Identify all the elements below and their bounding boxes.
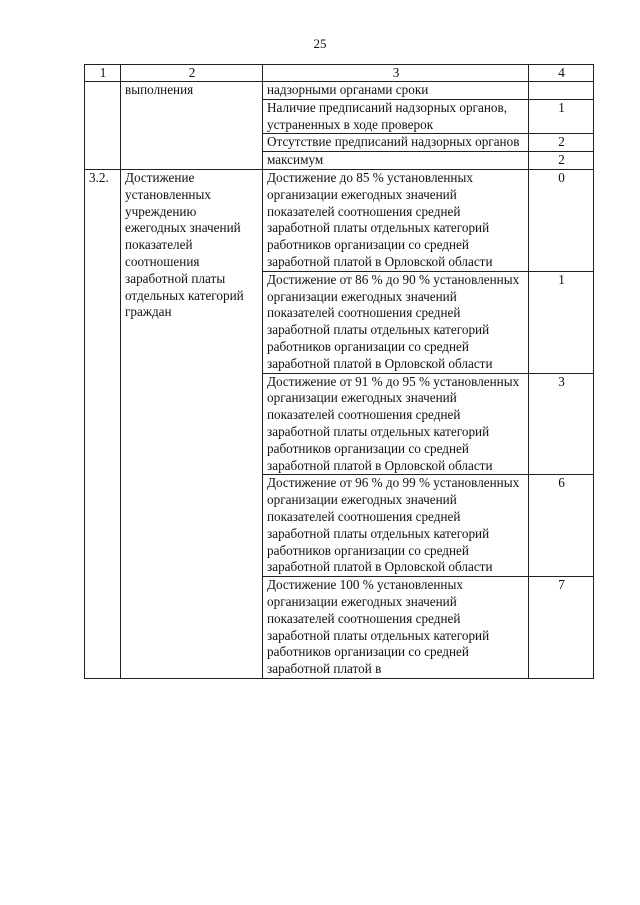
score-cell: 7 [529, 577, 594, 679]
indicator-cell: надзорными органами сроки [263, 82, 529, 100]
indicator-cell: Достижение 100 % установленных организации ежегодных значений показателей соотношения средней заработной платы отдельных категорий работников организации со средней заработной платой в [263, 577, 529, 679]
number-cell [85, 82, 121, 170]
indicator-cell: Достижение до 85 % установленных организации ежегодных значений показателей соотношения средней заработной платы отдельных категорий работников организации со средней заработной платой в Орловской области [263, 169, 529, 271]
criteria-table [84, 64, 594, 679]
score-cell: 6 [529, 475, 594, 577]
header-cell: 1 [85, 65, 121, 82]
indicator-cell: Наличие предписаний надзорных органов, устраненных в ходе проверок [263, 99, 529, 134]
score-cell: 1 [529, 271, 594, 373]
criterion-cell: выполнения [121, 82, 263, 170]
indicator-cell: Отсутствие предписаний надзорных органов [263, 134, 529, 152]
page-number: 25 [313, 36, 327, 51]
table-row [85, 169, 594, 271]
score-cell: 2 [529, 152, 594, 170]
indicator-cell: Достижение от 86 % до 90 % установленных организации ежегодных значений показателей соотношения средней заработной платы отдельных категорий работников организации со средней заработной платой в Орловской области [263, 271, 529, 373]
indicator-cell: Достижение от 96 % до 99 % установленных организации ежегодных значений показателей соотношения средней заработной платы отдельных категорий работников организации со средней заработной платой в Орловской области [263, 475, 529, 577]
score-cell: 3 [529, 373, 594, 475]
indicator-cell: максимум [263, 152, 529, 170]
indicator-cell: Достижение от 91 % до 95 % установленных организации ежегодных значений показателей соотношения средней заработной платы отдельных категорий работников организации со средней заработной платой в Орловской области [263, 373, 529, 475]
table-row [85, 82, 594, 100]
score-cell: 0 [529, 169, 594, 271]
score-cell [529, 82, 594, 100]
header-cell: 2 [121, 65, 263, 82]
score-cell: 2 [529, 134, 594, 152]
score-cell: 1 [529, 99, 594, 134]
header-cell: 4 [529, 65, 594, 82]
table-header-row [85, 65, 594, 82]
number-cell: 3.2. [85, 169, 121, 678]
criterion-cell: Достижение установленных учреждению ежегодных значений показателей соотношения заработной платы отдельных категорий граждан [121, 169, 263, 678]
header-cell: 3 [263, 65, 529, 82]
